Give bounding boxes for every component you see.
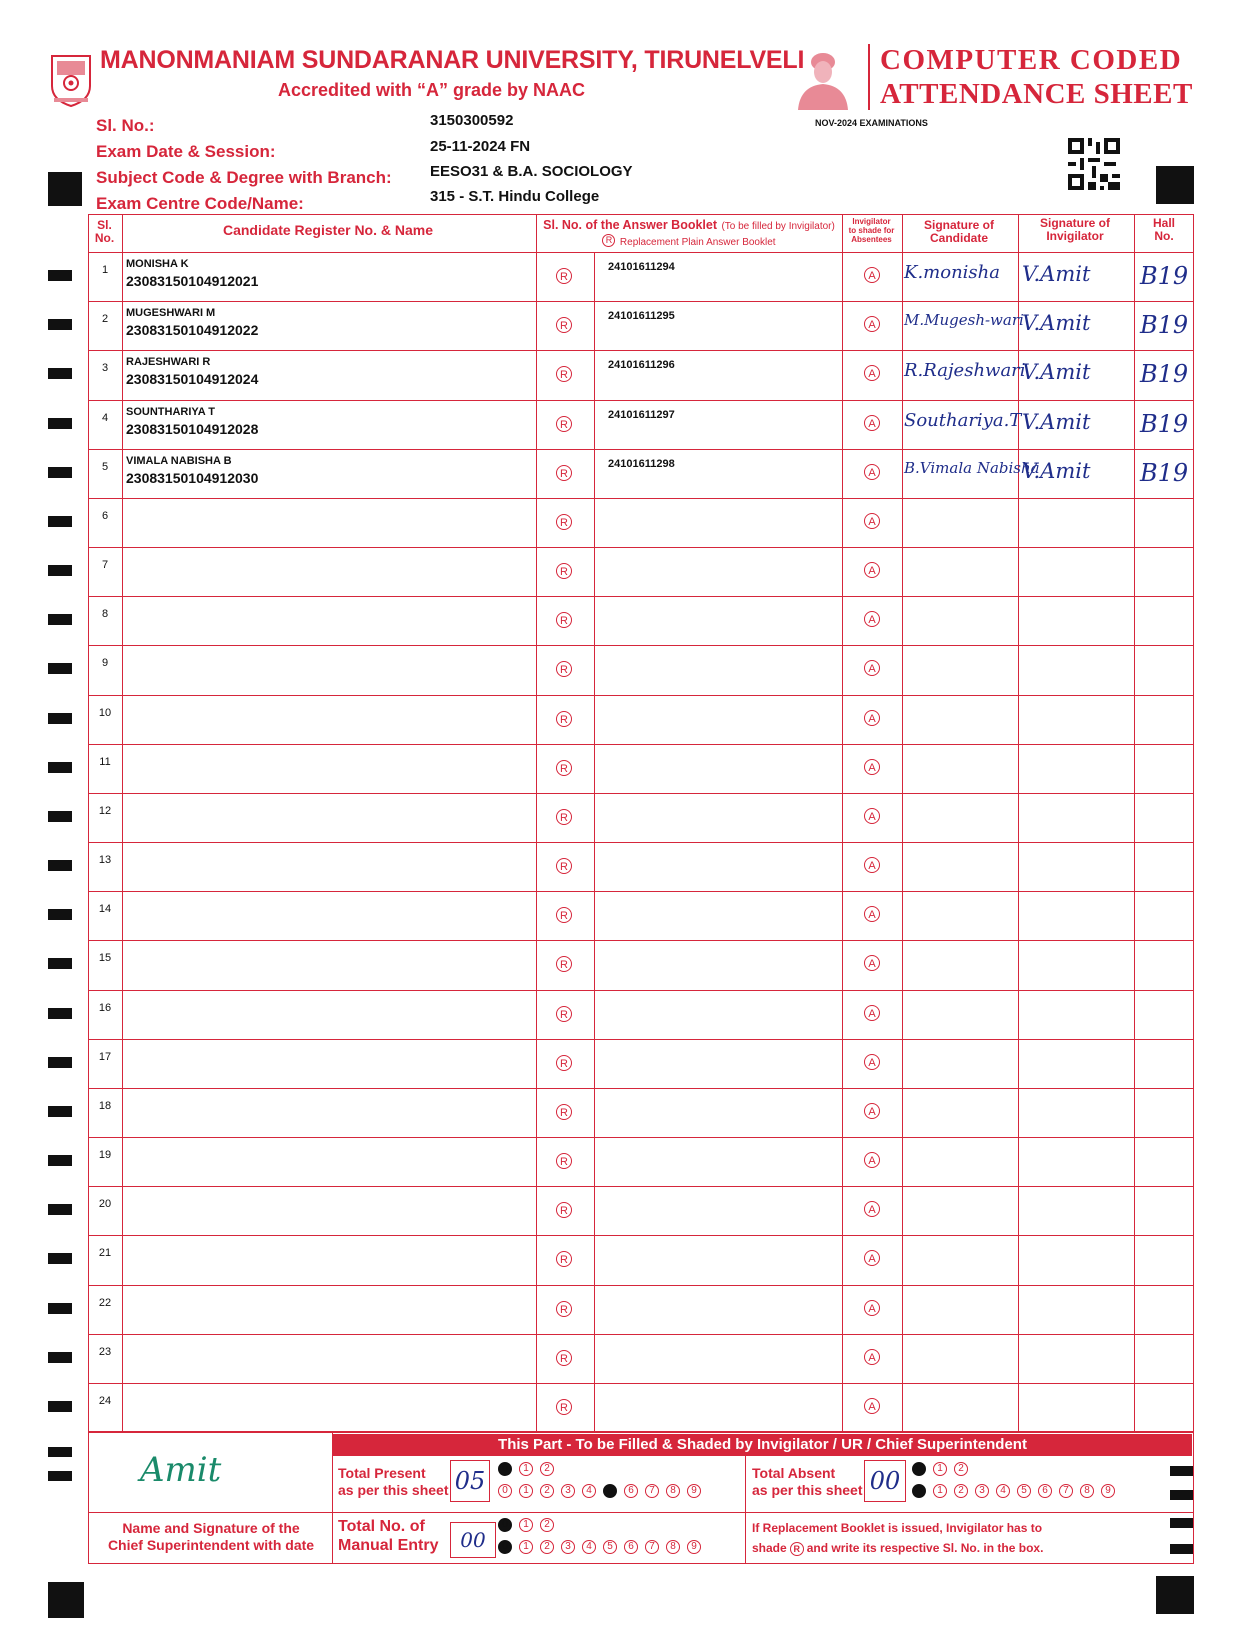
hall-number: B19 bbox=[1140, 262, 1189, 290]
timing-mark bbox=[48, 811, 72, 822]
timing-mark bbox=[48, 1155, 72, 1166]
present-units-bubble[interactable]: 5 bbox=[603, 1484, 617, 1498]
absent-units-bubble[interactable]: 5 bbox=[1017, 1484, 1031, 1498]
centre-value: 315 - S.T. Hindu College bbox=[430, 188, 600, 205]
present-units-bubble[interactable]: 7 bbox=[645, 1484, 659, 1498]
candidate-name: MUGESHWARI M bbox=[126, 307, 216, 320]
timing-mark bbox=[48, 467, 72, 478]
absent-units-bubble[interactable]: 7 bbox=[1059, 1484, 1073, 1498]
timing-mark bbox=[48, 909, 72, 920]
timing-mark bbox=[48, 418, 72, 429]
row-sl-number: 10 bbox=[98, 706, 112, 719]
answer-booklet-number: 24101611295 bbox=[608, 310, 675, 323]
timing-mark bbox=[48, 713, 72, 724]
sheet-title-line1: COMPUTER CODED bbox=[880, 44, 1183, 76]
header-divider bbox=[868, 44, 870, 110]
replacement-booklet-r-bubble[interactable]: R bbox=[556, 416, 572, 432]
manual-units-bubble[interactable]: 8 bbox=[666, 1540, 680, 1554]
absentee-a-bubble[interactable]: A bbox=[864, 857, 880, 873]
timing-mark bbox=[48, 614, 72, 625]
timing-mark bbox=[48, 860, 72, 871]
absentee-a-bubble[interactable]: A bbox=[864, 562, 880, 578]
replacement-booklet-r-bubble[interactable]: R bbox=[556, 907, 572, 923]
absent-tens-bubble[interactable]: 0 bbox=[912, 1462, 926, 1476]
total-absent-value: 00 bbox=[869, 1467, 901, 1495]
candidate-register-no: 23083150104912028 bbox=[126, 420, 259, 437]
answer-booklet-number: 24101611294 bbox=[608, 261, 675, 273]
row-sl-number: 2 bbox=[101, 313, 109, 326]
manual-entry-value: 00 bbox=[460, 1528, 486, 1552]
absentee-a-bubble[interactable]: A bbox=[864, 513, 880, 529]
replacement-booklet-r-bubble[interactable]: R bbox=[556, 317, 572, 333]
hall-number: B19 bbox=[1140, 360, 1189, 389]
absentee-a-bubble[interactable]: A bbox=[864, 1250, 880, 1266]
row-sl-number: 14 bbox=[98, 903, 112, 916]
replacement-note-text: If Replacement Booklet is issued, Invigilator has to shade bbox=[752, 1521, 1043, 1555]
replacement-booklet-r-bubble[interactable]: R bbox=[556, 1202, 572, 1218]
chief-superintendent-label: Name and Signature of the Chief Superintendent with date bbox=[107, 1520, 315, 1553]
replacement-booklet-r-bubble[interactable]: R bbox=[556, 1399, 572, 1415]
replacement-booklet-r-bubble[interactable]: R bbox=[556, 268, 572, 284]
manual-entry-label: Total No. of Manual Entry bbox=[338, 1518, 439, 1554]
timing-mark bbox=[48, 1106, 72, 1117]
absent-units-bubble[interactable]: 0 bbox=[912, 1484, 926, 1498]
timing-mark bbox=[48, 1401, 72, 1412]
absentee-a-bubble[interactable]: A bbox=[864, 906, 880, 922]
manual-units-bubble[interactable]: 9 bbox=[687, 1540, 701, 1554]
candidate-name: MONISHA K bbox=[126, 258, 189, 270]
absentee-a-bubble[interactable]: A bbox=[864, 1152, 880, 1168]
manual-units-bubble[interactable]: 4 bbox=[582, 1540, 596, 1554]
col-sig-candidate-header: Signature of Candidate bbox=[923, 218, 994, 245]
absentee-a-bubble[interactable]: A bbox=[864, 1349, 880, 1365]
exam-date-label: Exam Date & Session: bbox=[96, 142, 276, 161]
absent-tens-bubble[interactable]: 1 bbox=[933, 1462, 947, 1476]
absent-units-bubble[interactable]: 9 bbox=[1101, 1484, 1115, 1498]
replacement-booklet-r-bubble[interactable]: R bbox=[556, 1006, 572, 1022]
row-sl-number: 24 bbox=[98, 1394, 112, 1407]
chief-superintendent-signature: Amit bbox=[140, 1450, 222, 1490]
registration-mark bbox=[1156, 1576, 1194, 1614]
manual-entry-box[interactable] bbox=[450, 1522, 496, 1558]
replacement-booklet-r-bubble[interactable]: R bbox=[556, 956, 572, 972]
subject-value: EESO31 & B.A. SOCIOLOGY bbox=[430, 163, 633, 180]
absentee-a-bubble[interactable]: A bbox=[864, 1398, 880, 1414]
attendance-table bbox=[88, 214, 1194, 1432]
candidate-signature: B.Vimala Nabisha bbox=[904, 458, 1040, 477]
replacement-note-end: and write its respective Sl. No. in the box. bbox=[806, 1541, 1044, 1555]
row-sl-number: 7 bbox=[101, 559, 109, 572]
candidate-name: RAJESHWARI R bbox=[126, 356, 211, 369]
col-sig-invigilator-header: Signature of Invigilator bbox=[1039, 216, 1110, 243]
absentee-a-bubble[interactable]: A bbox=[864, 365, 880, 381]
row-sl-number: 17 bbox=[98, 1050, 112, 1063]
replacement-booklet-r-bubble[interactable]: R bbox=[556, 1251, 572, 1267]
accreditation: Accredited with “A” grade by NAAC bbox=[278, 80, 586, 100]
qr-code-icon bbox=[1068, 138, 1120, 190]
timing-mark bbox=[48, 762, 72, 773]
absent-units-bubble[interactable]: 4 bbox=[996, 1484, 1010, 1498]
timing-mark bbox=[48, 1253, 72, 1264]
replacement-booklet-r-bubble[interactable]: R bbox=[556, 809, 572, 825]
absentee-a-bubble[interactable]: A bbox=[864, 1300, 880, 1316]
absentee-a-bubble[interactable]: A bbox=[864, 1054, 880, 1070]
total-present-label: Total Present as per this sheet bbox=[338, 1465, 449, 1498]
col-booklet-note: (To be filled by Invigilator) bbox=[721, 221, 835, 232]
total-absent-box[interactable] bbox=[864, 1460, 906, 1502]
hall-number: B19 bbox=[1140, 458, 1189, 487]
col-booklet-header bbox=[536, 218, 842, 250]
absent-tens-bubble[interactable]: 2 bbox=[954, 1462, 968, 1476]
absentee-a-bubble[interactable]: A bbox=[864, 1201, 880, 1217]
candidate-register-no: 23083150104912030 bbox=[126, 469, 259, 486]
replacement-booklet-r-bubble[interactable]: R bbox=[556, 366, 572, 382]
row-sl-number: 23 bbox=[98, 1345, 112, 1358]
candidate-name: SOUNTHARIYA T bbox=[126, 405, 216, 418]
candidate-signature: M.Mugesh-wari bbox=[904, 311, 1024, 330]
candidate-register-no: 23083150104912024 bbox=[126, 371, 259, 388]
exam-date-value: 25-11-2024 FN bbox=[430, 138, 531, 155]
col-hall-header: Hall No. bbox=[1152, 216, 1175, 243]
replacement-r-icon: R bbox=[790, 1542, 804, 1556]
present-units-bubble[interactable]: 8 bbox=[666, 1484, 680, 1498]
absentee-a-bubble[interactable]: A bbox=[864, 415, 880, 431]
absentee-a-bubble[interactable]: A bbox=[864, 660, 880, 676]
answer-booklet-number: 24101611298 bbox=[608, 457, 675, 470]
replacement-booklet-r-bubble[interactable]: R bbox=[556, 1153, 572, 1169]
subject-label: Subject Code & Degree with Branch: bbox=[96, 168, 392, 187]
sl-no-value: 3150300592 bbox=[430, 112, 514, 129]
examinations-label: NOV-2024 EXAMINATIONS bbox=[815, 118, 928, 128]
timing-mark bbox=[48, 958, 72, 969]
absentee-a-bubble[interactable]: A bbox=[864, 759, 880, 775]
total-absent-label: Total Absent as per this sheet bbox=[752, 1465, 863, 1498]
timing-mark bbox=[48, 1447, 72, 1457]
present-tens-bubble[interactable]: 0 bbox=[498, 1462, 512, 1476]
answer-booklet-number: 24101611296 bbox=[608, 359, 675, 372]
invigilator-signature: V.Amit bbox=[1022, 458, 1091, 483]
invigilator-signature: V.Amit bbox=[1022, 262, 1091, 286]
timing-mark bbox=[48, 1471, 72, 1481]
absentee-a-bubble[interactable]: A bbox=[864, 955, 880, 971]
answer-booklet-number: 24101611297 bbox=[608, 408, 675, 421]
hall-number: B19 bbox=[1140, 311, 1189, 340]
row-sl-number: 12 bbox=[98, 804, 112, 817]
sl-no-label: Sl. No.: bbox=[96, 116, 155, 135]
replacement-booklet-r-bubble[interactable]: R bbox=[556, 465, 572, 481]
absent-units-bubble[interactable]: 8 bbox=[1080, 1484, 1094, 1498]
col-candidate-header: Candidate Register No. & Name bbox=[222, 222, 434, 238]
replacement-booklet-r-bubble[interactable]: R bbox=[556, 858, 572, 874]
present-units-bubble[interactable]: 0 bbox=[498, 1484, 512, 1498]
footer-title-bar: This Part - To be Filled & Shaded by Invigilator / UR / Chief Superintendent bbox=[333, 1434, 1192, 1456]
manual-units-bubble[interactable]: 0 bbox=[498, 1540, 512, 1554]
row-sl-number: 5 bbox=[101, 460, 109, 473]
centre-label: Exam Centre Code/Name: bbox=[96, 194, 304, 213]
absent-units-bubble[interactable]: 3 bbox=[975, 1484, 989, 1498]
row-sl-number: 8 bbox=[101, 608, 109, 621]
present-units-bubble[interactable]: 4 bbox=[582, 1484, 596, 1498]
col-booklet-title: Sl. No. of the Answer Booklet bbox=[543, 218, 717, 232]
replacement-booklet-r-bubble[interactable]: R bbox=[556, 760, 572, 776]
absentee-a-bubble[interactable]: A bbox=[864, 316, 880, 332]
absentee-a-bubble[interactable]: A bbox=[864, 267, 880, 283]
candidate-signature: K.monisha bbox=[904, 262, 1000, 283]
row-sl-number: 6 bbox=[101, 509, 109, 522]
timing-mark bbox=[48, 319, 72, 330]
absentee-a-bubble[interactable]: A bbox=[864, 808, 880, 824]
col-booklet-sub: Replacement Plain Answer Booklet bbox=[619, 237, 776, 248]
replacement-note bbox=[752, 1518, 1043, 1558]
candidate-signature: Southariya.T bbox=[904, 409, 1022, 431]
replacement-booklet-r-bubble[interactable]: R bbox=[556, 563, 572, 579]
replacement-booklet-r-bubble[interactable]: R bbox=[556, 1350, 572, 1366]
row-sl-number: 3 bbox=[101, 362, 109, 375]
hall-number: B19 bbox=[1140, 409, 1189, 438]
manual-tens-bubble[interactable]: 0 bbox=[498, 1518, 512, 1532]
timing-mark bbox=[48, 663, 72, 674]
row-sl-number: 11 bbox=[99, 755, 111, 768]
timing-mark bbox=[48, 270, 72, 281]
replacement-booklet-r-bubble[interactable]: R bbox=[556, 1104, 572, 1120]
manual-tens-bubble[interactable]: 1 bbox=[519, 1518, 533, 1532]
absent-units-bubble[interactable]: 1 bbox=[933, 1484, 947, 1498]
present-units-bubble[interactable]: 1 bbox=[519, 1484, 533, 1498]
replacement-r-icon: R bbox=[602, 234, 615, 247]
total-present-box[interactable] bbox=[450, 1460, 490, 1502]
row-sl-number: 16 bbox=[98, 1001, 112, 1014]
candidate-register-no: 23083150104912022 bbox=[126, 322, 259, 339]
row-sl-number: 18 bbox=[98, 1099, 112, 1112]
absent-units-bubble[interactable]: 6 bbox=[1038, 1484, 1052, 1498]
present-tens-bubble[interactable]: 1 bbox=[519, 1462, 533, 1476]
present-units-bubble[interactable]: 3 bbox=[561, 1484, 575, 1498]
manual-units-bubble[interactable]: 1 bbox=[519, 1540, 533, 1554]
manual-tens-bubble[interactable]: 2 bbox=[540, 1518, 554, 1532]
present-units-bubble[interactable]: 2 bbox=[540, 1484, 554, 1498]
replacement-booklet-r-bubble[interactable]: R bbox=[556, 1301, 572, 1317]
timing-mark bbox=[48, 1352, 72, 1363]
row-sl-number: 9 bbox=[101, 657, 109, 670]
absentee-a-bubble[interactable]: A bbox=[864, 710, 880, 726]
absentee-a-bubble[interactable]: A bbox=[864, 464, 880, 480]
col-invigilator-shade-header: Invigilator to shade for Absentees bbox=[848, 217, 895, 244]
candidate-register-no: 23083150104912021 bbox=[126, 273, 259, 289]
row-sl-number: 20 bbox=[98, 1198, 112, 1211]
absent-units-bubble[interactable]: 2 bbox=[954, 1484, 968, 1498]
absentee-a-bubble[interactable]: A bbox=[864, 1103, 880, 1119]
invigilator-signature: V.Amit bbox=[1022, 360, 1091, 385]
row-sl-number: 21 bbox=[98, 1247, 112, 1260]
invigilator-signature: V.Amit bbox=[1022, 311, 1091, 336]
registration-mark bbox=[48, 172, 82, 206]
university-emblem-icon bbox=[48, 52, 94, 108]
total-present-value: 05 bbox=[454, 1467, 486, 1495]
absentee-a-bubble[interactable]: A bbox=[864, 611, 880, 627]
row-sl-number: 22 bbox=[98, 1296, 112, 1309]
manual-units-bubble[interactable]: 6 bbox=[624, 1540, 638, 1554]
absentee-a-bubble[interactable]: A bbox=[864, 1005, 880, 1021]
row-sl-number: 19 bbox=[98, 1149, 112, 1162]
founder-statue-icon bbox=[792, 44, 854, 110]
timing-mark bbox=[48, 516, 72, 527]
manual-units-bubble[interactable]: 7 bbox=[645, 1540, 659, 1554]
sheet-title-line2: ATTENDANCE SHEET bbox=[880, 78, 1193, 110]
col-sl-header: Sl. No. bbox=[94, 218, 115, 245]
candidate-name: VIMALA NABISHA B bbox=[126, 454, 232, 467]
row-sl-number: 4 bbox=[101, 411, 109, 424]
invigilator-signature: V.Amit bbox=[1022, 409, 1091, 434]
present-tens-bubble[interactable]: 2 bbox=[540, 1462, 554, 1476]
timing-mark bbox=[48, 368, 72, 379]
candidate-signature: R.Rajeshwari bbox=[904, 360, 1026, 382]
registration-mark bbox=[48, 1582, 84, 1618]
replacement-booklet-r-bubble[interactable]: R bbox=[556, 1055, 572, 1071]
timing-mark bbox=[48, 1057, 72, 1068]
present-units-bubble[interactable]: 6 bbox=[624, 1484, 638, 1498]
timing-mark bbox=[48, 565, 72, 576]
replacement-booklet-r-bubble[interactable]: R bbox=[556, 612, 572, 628]
replacement-booklet-r-bubble[interactable]: R bbox=[556, 514, 572, 530]
timing-mark bbox=[48, 1008, 72, 1019]
row-sl-number: 13 bbox=[98, 854, 112, 867]
row-sl-number: 1 bbox=[101, 264, 109, 276]
manual-units-bubble[interactable]: 2 bbox=[540, 1540, 554, 1554]
row-sl-number: 15 bbox=[98, 952, 112, 965]
present-units-bubble[interactable]: 9 bbox=[687, 1484, 701, 1498]
replacement-booklet-r-bubble[interactable]: R bbox=[556, 661, 572, 677]
replacement-booklet-r-bubble[interactable]: R bbox=[556, 711, 572, 727]
university-name: MANONMANIAM SUNDARANAR UNIVERSITY, TIRUNELVELI bbox=[100, 46, 805, 74]
registration-mark bbox=[1156, 166, 1194, 204]
manual-units-bubble[interactable]: 5 bbox=[603, 1540, 617, 1554]
manual-units-bubble[interactable]: 3 bbox=[561, 1540, 575, 1554]
timing-mark bbox=[48, 1204, 72, 1215]
timing-mark bbox=[48, 1303, 72, 1314]
